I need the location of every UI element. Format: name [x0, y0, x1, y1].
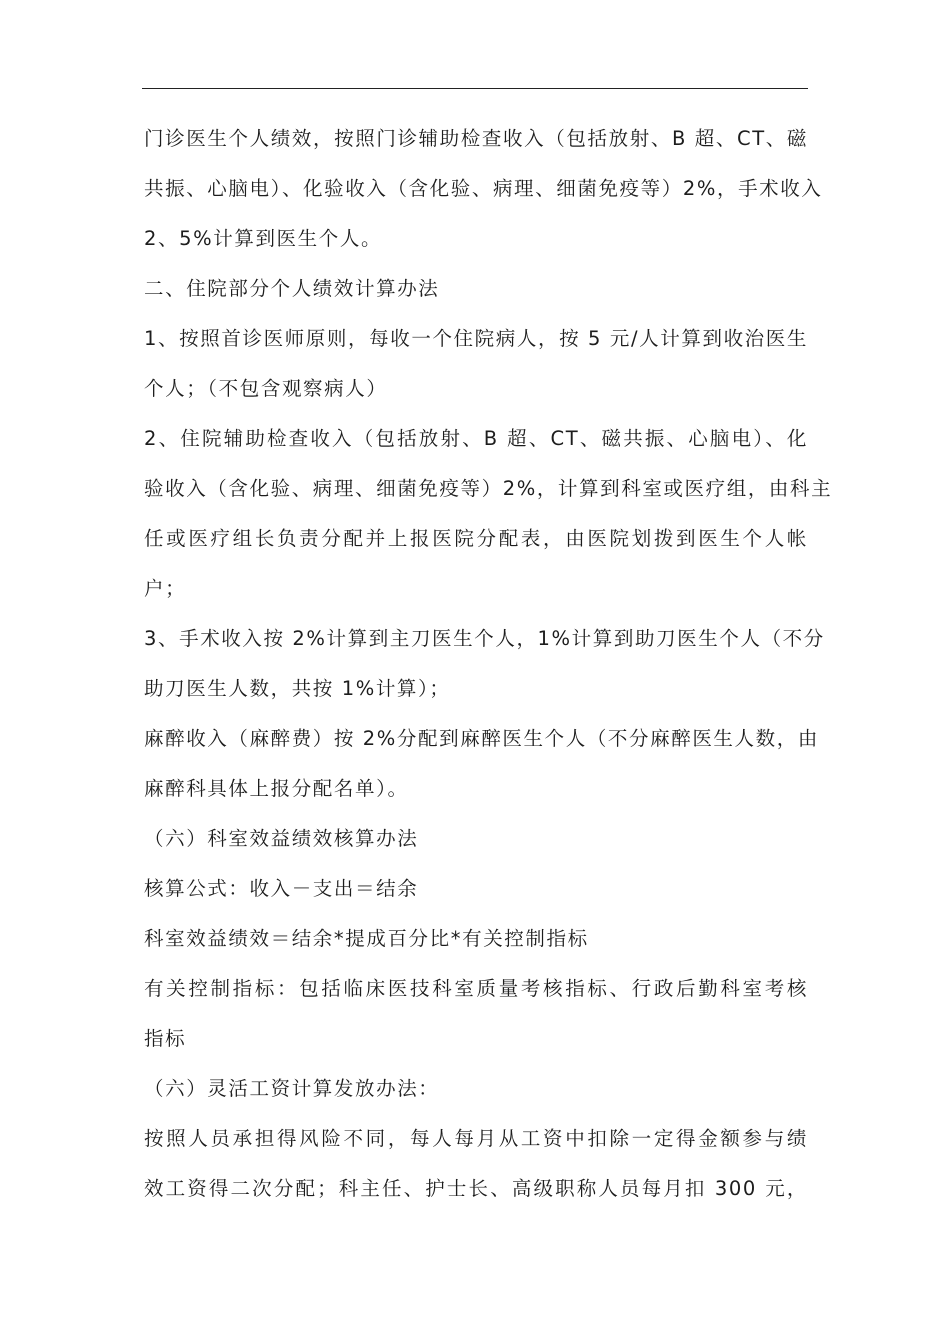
text-line: 2、5%计算到医生个人。: [144, 227, 383, 250]
document-body: [144, 118, 833, 1218]
text-line: 麻醉科具体上报分配名单）。: [144, 777, 409, 800]
text-line: 二、住院部分个人绩效计算办法: [144, 277, 440, 300]
text-line: 3、手术收入按 2%计算到主刀医生个人，1%计算到助刀医生个人（不分: [144, 627, 825, 650]
text-line: 核算公式：收入－支出＝结余: [144, 877, 419, 900]
text-line: 任或医疗组长负责分配并上报医院分配表，由医院划拨到医生个人帐: [144, 527, 808, 550]
text-line: （六）科室效益绩效核算办法: [144, 827, 419, 850]
text-line: 科室效益绩效＝结余*提成百分比*有关控制指标: [144, 927, 589, 950]
text-line: 助刀医生人数，共按 1%计算）；: [144, 677, 451, 700]
text-line: 2、住院辅助检查收入（包括放射、B 超、CT、磁共振、心脑电）、化: [144, 427, 808, 450]
text-line: 麻醉收入（麻醉费）按 2%分配到麻醉医生个人（不分麻醉医生人数，由: [144, 727, 819, 750]
text-line: 有关控制指标：包括临床医技科室质量考核指标、行政后勤科室考核: [144, 977, 808, 1000]
text-line: 1、按照首诊医师原则，每收一个住院病人，按 5 元/人计算到收治医生: [144, 327, 808, 350]
text-line: 效工资得二次分配；科主任、护士长、高级职称人员每月扣 300 元，: [144, 1177, 808, 1200]
text-line: 共振、心脑电）、化验收入（含化验、病理、细菌免疫等）2%，手术收入: [144, 177, 823, 200]
text-line: 指标: [144, 1027, 187, 1050]
header-rule: [142, 88, 808, 89]
text-line: 个人；（不包含观察病人）: [144, 377, 388, 400]
text-line: 门诊医生个人绩效，按照门诊辅助检查收入（包括放射、B 超、CT、磁: [144, 127, 808, 150]
text-line: 验收入（含化验、病理、细菌免疫等）2%，计算到科室或医疗组，由科主: [144, 477, 833, 500]
text-line: 户；: [144, 577, 187, 600]
text-line: 按照人员承担得风险不同，每人每月从工资中扣除一定得金额参与绩: [144, 1127, 808, 1150]
text-line: （六）灵活工资计算发放办法：: [144, 1077, 440, 1100]
